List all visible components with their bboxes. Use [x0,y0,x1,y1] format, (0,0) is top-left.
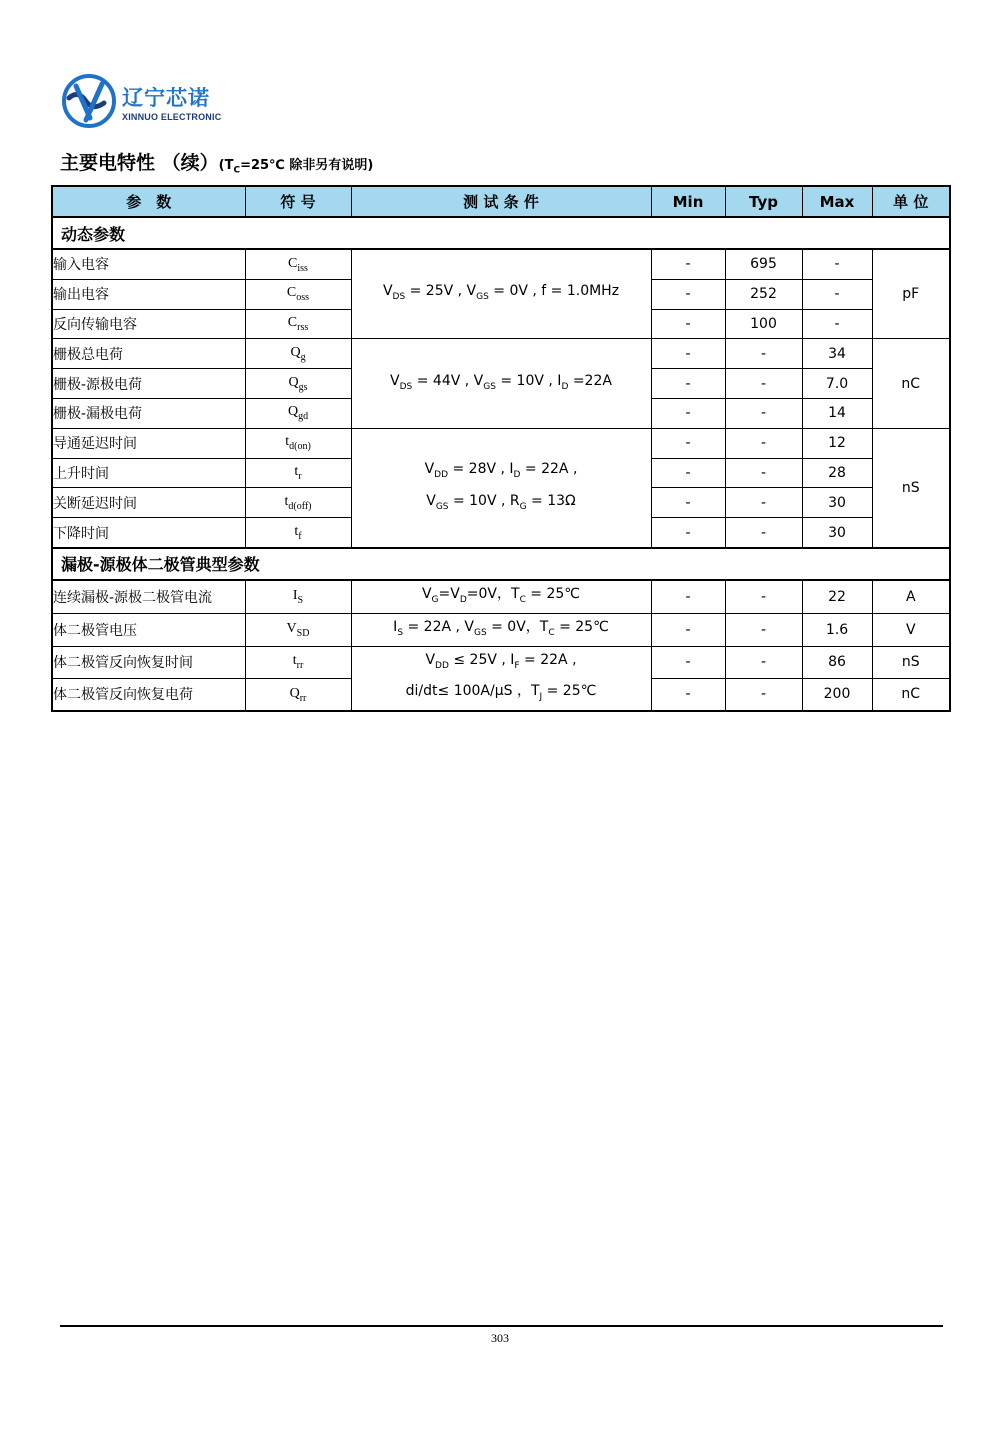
max-value: 7.0 [802,369,872,399]
param-symbol: $Q_{rr}$ [245,678,351,711]
max-value: 1.6 [802,613,872,646]
table-header-row [52,186,950,217]
max-value: 30 [802,518,872,548]
page-number: 303 [491,1331,509,1345]
footer-divider [60,1325,943,1327]
typ-value: - [725,518,802,548]
min-value: - [651,613,725,646]
col-header-unit: 单 位 [872,186,950,217]
min-value: - [651,398,725,428]
min-value: - [651,339,725,369]
max-value: 86 [802,646,872,678]
table-row [52,646,950,678]
typ-value: - [725,646,802,678]
col-header-symbol: 符 号 [245,186,351,217]
min-value: - [651,580,725,613]
unit-value: A [872,580,950,613]
param-name: 输入电容 [52,249,245,279]
table-row [52,249,950,279]
param-symbol: $Q_{gd}$ [245,398,351,428]
param-symbol: $t_{d(on)}$ [245,428,351,458]
max-value: 200 [802,678,872,711]
table-row [52,613,950,646]
unit-value: nS [872,646,950,678]
typ-value: - [725,339,802,369]
group-title: 漏极-源极体二极管典型参数 [52,548,950,580]
param-name: 连续漏极-源极二极管电流 [52,580,245,613]
heading-cont: （续） [161,152,219,174]
max-value: 34 [802,339,872,369]
param-name: 上升时间 [52,458,245,488]
group-title: 动态参数 [52,217,950,249]
param-name: 栅极总电荷 [52,339,245,369]
param-name: 栅极-源极电荷 [52,369,245,399]
min-value: - [651,309,725,339]
param-symbol: $C_{rss}$ [245,309,351,339]
section-heading [60,148,373,176]
min-value: - [651,458,725,488]
col-header-typ: Typ [725,186,802,217]
param-symbol: $t_{d(off)}$ [245,488,351,518]
min-value: - [651,279,725,309]
param-name: 体二极管电压 [52,613,245,646]
unit-value: nS [872,428,950,548]
group-row-body-diode [52,548,950,580]
typ-value: 100 [725,309,802,339]
min-value: - [651,646,725,678]
col-header-param: 参 数 [52,186,245,217]
table-row [52,580,950,613]
test-condition: $I_S = 22A$ , $V_{GS} = 0V$，$T_C$ = 25℃ [351,613,651,646]
max-value: 14 [802,398,872,428]
max-value: 22 [802,580,872,613]
param-symbol: $C_{oss}$ [245,279,351,309]
typ-value: - [725,488,802,518]
param-symbol: $Q_g$ [245,339,351,369]
typ-value: 252 [725,279,802,309]
heading-condition: ($T_C=25℃$ 除非另有说明) [218,158,374,176]
param-name: 体二极管反向恢复时间 [52,646,245,678]
test-condition: $V_{DD} \le 25V$ , $I_F = 22A$ , di/dt≤ 100A/μS ，$T_J$ = 25℃ [351,646,651,711]
typ-value: - [725,678,802,711]
unit-value: V [872,613,950,646]
typ-value: - [725,458,802,488]
heading-title: 主要电特性 [60,152,156,174]
typ-value: - [725,613,802,646]
test-condition: $V_G=V_D=0V$，$T_C$ = 25℃ [351,580,651,613]
param-symbol: $t_{rr}$ [245,646,351,678]
min-value: - [651,249,725,279]
param-name: 体二极管反向恢复电荷 [52,678,245,711]
typ-value: - [725,398,802,428]
max-value: - [802,309,872,339]
group-row-dynamic [52,217,950,249]
electrical-characteristics-table [51,185,951,712]
logo-en-text: XINNUO ELECTRONIC [122,112,222,122]
min-value: - [651,518,725,548]
table-row [52,339,950,369]
max-value: 30 [802,488,872,518]
param-symbol: $Q_{gs}$ [245,369,351,399]
typ-value: 695 [725,249,802,279]
company-logo [60,72,230,132]
col-header-min: Min [651,186,725,217]
param-symbol: $t_r$ [245,458,351,488]
min-value: - [651,369,725,399]
max-value: 12 [802,428,872,458]
typ-value: - [725,369,802,399]
param-name: 下降时间 [52,518,245,548]
logo-cn-text: 辽宁芯诺 [122,86,210,110]
max-value: - [802,249,872,279]
min-value: - [651,428,725,458]
col-header-max: Max [802,186,872,217]
min-value: - [651,488,725,518]
param-symbol: $C_{iss}$ [245,249,351,279]
test-condition: $V_{DS} = 25V$ , $V_{GS} = 0V$ , f = 1.0MHz [351,249,651,339]
test-condition: $V_{DD} = 28V$ , $I_D = 22A$ , $V_{GS} = 10V$ , $R_G = 13\Omega$ [351,428,651,548]
col-header-condition: 测 试 条 件 [351,186,651,217]
unit-value: nC [872,339,950,428]
param-name: 反向传输电容 [52,309,245,339]
xinnuo-logo-icon [60,72,118,130]
param-symbol: $V_{SD}$ [245,613,351,646]
unit-value: nC [872,678,950,711]
max-value: - [802,279,872,309]
unit-value: pF [872,249,950,339]
param-symbol: $t_f$ [245,518,351,548]
param-name: 输出电容 [52,279,245,309]
table-row [52,428,950,458]
param-symbol: $I_S$ [245,580,351,613]
param-name: 导通延迟时间 [52,428,245,458]
param-name: 关断延迟时间 [52,488,245,518]
typ-value: - [725,580,802,613]
min-value: - [651,678,725,711]
typ-value: - [725,428,802,458]
test-condition: $V_{DS} = 44V$ , $V_{GS} = 10V$ , $I_D =22A$ [351,339,651,428]
param-name: 栅极-漏极电荷 [52,398,245,428]
max-value: 28 [802,458,872,488]
